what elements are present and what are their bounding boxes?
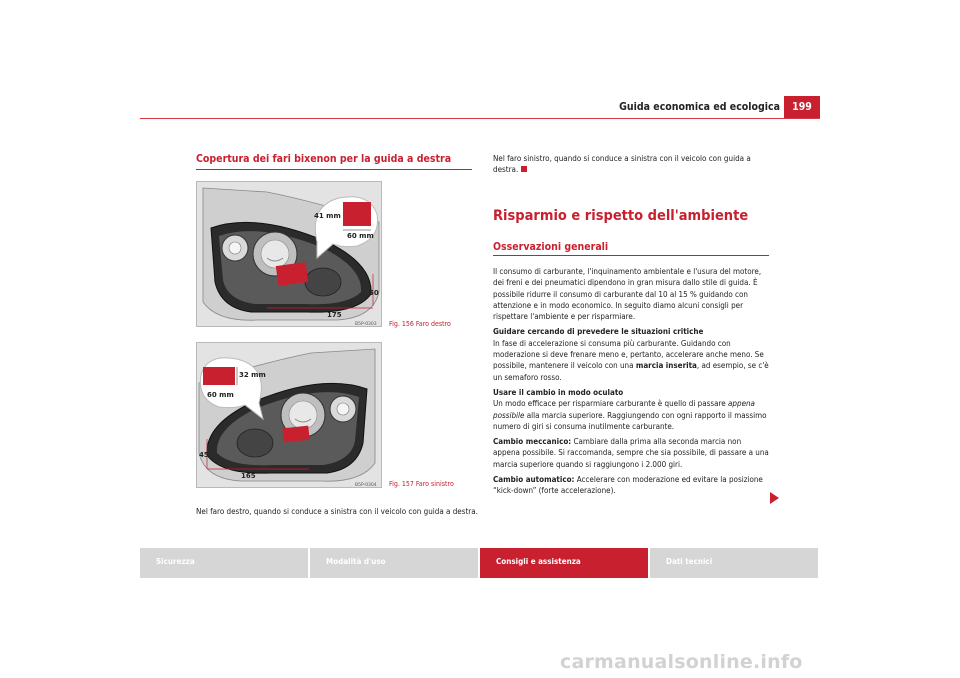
paragraph-text: Accelerare con moderazione ed evitare la posizione “kick-down” (forte accelerazione).	[493, 475, 763, 496]
right-body	[493, 266, 769, 501]
main-heading: Risparmio e rispetto dell'ambiente	[493, 208, 749, 224]
emphasis-text: marcia inserita	[635, 361, 697, 371]
paragraph-intro: Il consumo di carburante, l'inquinamento ambientale e l'usura del motore, dei freni e dei pneumatici dipendono in gran misura dallo stile di guida. È possibile ridurre il consumo di carburante dal 10 al 15 % guidando con attenzione e in modo economico. In seguito diamo alcuni consigli per rispettare l'ambiente e per risparmiare.	[493, 267, 762, 322]
figure-157-headlight-left	[196, 342, 382, 488]
paragraph-text: Cambiare dalla prima alla seconda marcia non appena possibile. Si raccomanda, sempre che sia possibile, di passare a una marcia superiore quando si raggiungono i 2.000 giri.	[493, 437, 769, 469]
tab-sicurezza[interactable]: Sicurezza	[140, 548, 308, 578]
section-divider	[196, 169, 472, 170]
sub-heading-divider	[493, 255, 769, 256]
paragraph-heading: Guidare cercando di prevedere le situazioni critiche	[493, 327, 704, 337]
right-intro-paragraph	[493, 153, 768, 175]
figure-156-headlight-right	[196, 181, 382, 327]
dim-45: 45	[199, 451, 209, 459]
paragraph-automatic-gearbox	[493, 474, 769, 497]
figure-code: B5P-0304	[355, 483, 377, 487]
callout-cover-rect	[203, 367, 235, 385]
header-divider	[140, 118, 820, 119]
paragraph-gearbox	[493, 387, 769, 432]
cover-patch	[282, 426, 309, 443]
paragraph-text: alla marcia superiore. Raggiungendo con ogni rapporto il massimo numero di giri si consuma inutilmente carburante.	[493, 410, 767, 431]
dim-50: 50	[369, 289, 379, 297]
page-header-title: Guida economica ed ecologica	[619, 101, 780, 113]
left-body-text: Nel faro destro, quando si conduce a sinistra con il veicolo con guida a destra.	[196, 507, 478, 516]
paragraph-text: Un modo efficace per risparmiare carburante è quello di passare	[493, 399, 729, 409]
tab-dati-tecnici[interactable]: Dati tecnici	[650, 548, 818, 578]
dim-32mm: 32 mm	[239, 371, 266, 379]
label-manual-gearbox: Cambio meccanico:	[493, 437, 572, 447]
paragraph-manual-gearbox	[493, 436, 769, 470]
figure-code: B5P-0303	[355, 322, 377, 326]
italic-text: appena possibile	[493, 399, 755, 420]
figure-caption-157: Fig. 157 Faro sinistro	[389, 480, 454, 488]
paragraph-text: , ad esempio, se c'è un semaforo rosso.	[493, 361, 769, 382]
tab-modalita-uso[interactable]: Modalità d'uso	[310, 548, 478, 578]
paragraph-anticipate	[493, 326, 769, 382]
end-of-section-marker	[521, 166, 527, 172]
figure-caption-156: Fig. 156 Faro destro	[389, 320, 451, 328]
dim-165: 165	[241, 472, 256, 480]
tab-consigli-assistenza[interactable]: Consigli e assistenza	[480, 548, 648, 578]
watermark: carmanualsonline.info	[560, 651, 803, 673]
paragraph-heading: Usare il cambio in modo oculato	[493, 387, 624, 397]
label-automatic-gearbox: Cambio automatico:	[493, 475, 575, 485]
paragraph-text: In fase di accelerazione si consuma più carburante. Guidando con moderazione si deve frenare meno e, pertanto, accelerare anche meno. Se possibile, mantenere il veicolo con una	[493, 338, 764, 371]
cover-patch	[276, 262, 308, 286]
right-intro-text: Nel faro sinistro, quando si conduce a sinistra con il veicolo con guida a destra.	[493, 154, 751, 174]
next-page-arrow-icon[interactable]	[770, 492, 779, 504]
sub-heading: Osservazioni generali	[493, 241, 609, 253]
callout-cover-rect	[343, 202, 371, 226]
dim-175: 175	[327, 311, 342, 319]
headlight-right-illustration	[197, 182, 381, 326]
section-heading: Copertura dei fari bixenon per la guida a destra	[196, 153, 452, 165]
dim-41mm: 41 mm	[314, 212, 341, 220]
dim-60mm: 60 mm	[207, 391, 234, 399]
page-number: 199	[784, 96, 820, 118]
headlight-left-illustration	[197, 343, 381, 487]
dim-60mm: 60 mm	[347, 232, 374, 240]
